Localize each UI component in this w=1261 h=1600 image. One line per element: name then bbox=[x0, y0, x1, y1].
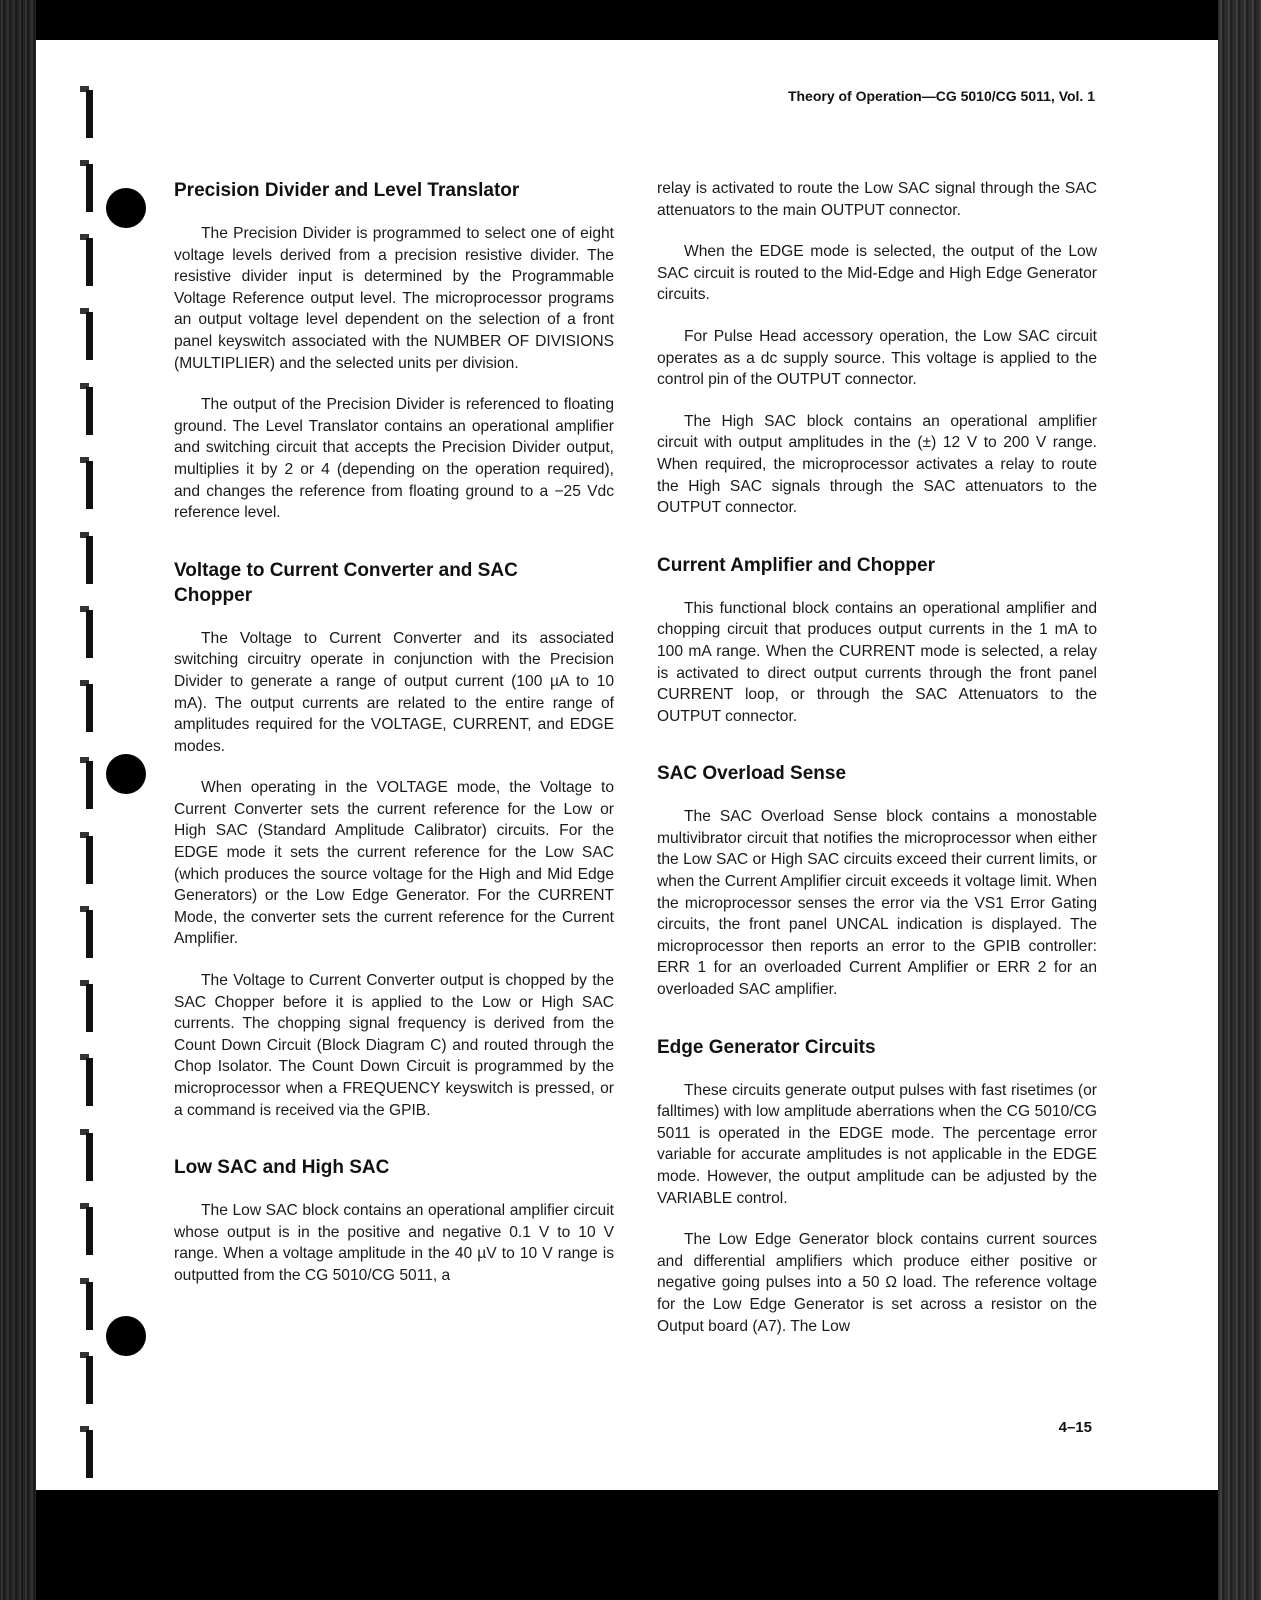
binder-mark bbox=[78, 1129, 98, 1189]
binder-mark bbox=[78, 532, 98, 592]
paragraph: The Voltage to Current Converter and its associated switching circuitry operate in conjunction with the Precision Divider to generate a range of output current (100 µA to 10 mA). The output currents are related to the entire range of amplitudes required for the VOLTAGE, CURRENT, and EDGE modes. bbox=[174, 629, 614, 755]
binder-mark bbox=[78, 906, 98, 966]
section-heading: Low SAC and High SAC bbox=[174, 1157, 390, 1179]
punch-hole bbox=[106, 754, 146, 794]
section-heading: SAC Overload Sense bbox=[657, 763, 847, 785]
paragraph: The Voltage to Current Converter output is chopped by the SAC Chopper before it is applied to the Low or High SAC currents. The chopping signal frequency is derived from the Count Down Circuit (Block Diagram C) and routed through the Chop Isolator. The Count Down Circuit is programmed by the microprocessor when a FREQUENCY keyswitch is pressed, or a command is received via the GPIB. bbox=[174, 972, 614, 1119]
binder-mark bbox=[78, 308, 98, 368]
section-heading: Current Amplifier and Chopper bbox=[657, 554, 935, 576]
section-heading: Voltage to Current Converter and SAC Chopper bbox=[174, 559, 518, 606]
paragraph: The Precision Divider is programmed to select one of eight voltage levels derived from a precision resistive divider. The resistive divider input is determined by the Programmable Voltage Reference output level. The microprocessor programs an output voltage level dependent on the selection of a front panel keyswitch associated with the NUMBER OF DIVISIONS (MULTIPLIER) and the selected units per division. bbox=[174, 225, 614, 372]
binder-mark bbox=[78, 1203, 98, 1263]
binder-mark bbox=[78, 606, 98, 666]
binder-mark bbox=[78, 160, 98, 220]
binder-mark bbox=[78, 383, 98, 443]
paragraph: For Pulse Head accessory operation, the Low SAC circuit operates as a dc supply source. This voltage is applied to the control pin of the OUTPUT connector. bbox=[657, 327, 1097, 389]
page-number: 4–15 bbox=[1058, 1419, 1092, 1436]
paragraph: The Low Edge Generator block contains current sources and differential amplifiers which produce either positive or negative going pulses into a 50 Ω load. The reference voltage for the Low Edge Generator is set across a resistor on the Output board (A7). The Low bbox=[657, 1231, 1097, 1335]
binder-mark bbox=[78, 1426, 98, 1486]
paragraph: The output of the Precision Divider is referenced to floating ground. The Level Translator contains an operational amplifier and switching circuit that accepts the Precision Divider output, multiplies it by 2 or 4 (depending on the operation required), and changes the reference from floating ground to a −25 Vdc reference level. bbox=[174, 396, 614, 522]
running-head: Theory of Operation—CG 5010/CG 5011, Vol. 1 bbox=[787, 88, 1095, 104]
binder-mark bbox=[78, 1278, 98, 1338]
paragraph: relay is activated to route the Low SAC signal through the SAC attenuators to the main OUTPUT connector. bbox=[657, 180, 1097, 219]
paragraph: These circuits generate output pulses with fast risetimes (or falltimes) with low amplitude aberrations when the CG 5010/CG 5011 is operated in the EDGE mode. The percentage error variable for accurate amplitudes is not applicable in the EDGE mode. However, the output amplitude can be adjusted by the VARIABLE control. bbox=[657, 1081, 1097, 1207]
paragraph: The Low SAC block contains an operational amplifier circuit whose output is in the positive and negative 0.1 V to 10 V range. When a voltage amplitude in the 40 µV to 10 V range is outputted from the CG 5010/CG 5011, a bbox=[174, 1202, 614, 1284]
binder-mark bbox=[78, 457, 98, 517]
paragraph: The SAC Overload Sense block contains a monostable multivibrator circuit that notifies the microprocessor when either the Low SAC or High SAC circuits exceed their current limits, or when the Current Amplifier circuit exceeds it voltage limit. When the microprocessor senses the error via the VS1 Error Gating circuits, the front panel UNCAL indication is displayed. The microprocessor then reports an error to the GPIB controller: ERR 1 for an overloaded Current Amplifier or ERR 2 for an overloaded SAC amplifier. bbox=[657, 808, 1097, 999]
paragraph: When the EDGE mode is selected, the output of the Low SAC circuit is routed to the Mid-Edge and High Edge Generator circuits. bbox=[657, 243, 1097, 304]
section-heading: Edge Generator Circuits bbox=[657, 1036, 876, 1058]
left-column bbox=[174, 178, 614, 1307]
binder-mark bbox=[78, 757, 98, 817]
punch-hole bbox=[106, 1316, 146, 1356]
scan-edge-right bbox=[1218, 0, 1261, 1600]
binder-mark bbox=[78, 1054, 98, 1114]
paragraph: This functional block contains an operational amplifier and chopping circuit that produces output currents in the 1 mA to 100 mA range. When the CURRENT mode is selected, a relay is activated to direct output currents through the front panel CURRENT loop, or through the SAC Attenuators to the OUTPUT connector. bbox=[657, 599, 1097, 725]
binder-mark bbox=[78, 1352, 98, 1412]
binder-mark bbox=[78, 832, 98, 892]
binder-mark bbox=[78, 234, 98, 294]
punch-hole bbox=[106, 188, 146, 228]
binder-mark bbox=[78, 680, 98, 740]
paragraph: When operating in the VOLTAGE mode, the Voltage to Current Converter sets the current reference for the Low or High SAC (Standard Amplitude Calibrator) circuits. For the EDGE mode it sets the current reference for the Low SAC (which produces the source voltage for the High and Mid Edge Generators) or the Low Edge Generator. For the CURRENT Mode, the converter sets the current reference for the Current Amplifier. bbox=[174, 779, 614, 948]
section-heading: Precision Divider and Level Translator bbox=[174, 180, 520, 201]
binder-mark bbox=[78, 86, 98, 146]
right-column bbox=[657, 178, 1097, 1357]
paragraph: The High SAC block contains an operational amplifier circuit with output amplitudes in the (±) 12 V to 200 V range. When required, the microprocessor activates a relay to route the High SAC signals through the SAC attenuators to the OUTPUT connector. bbox=[657, 412, 1097, 517]
binder-mark bbox=[78, 980, 98, 1040]
scan-edge-left bbox=[0, 0, 36, 1600]
